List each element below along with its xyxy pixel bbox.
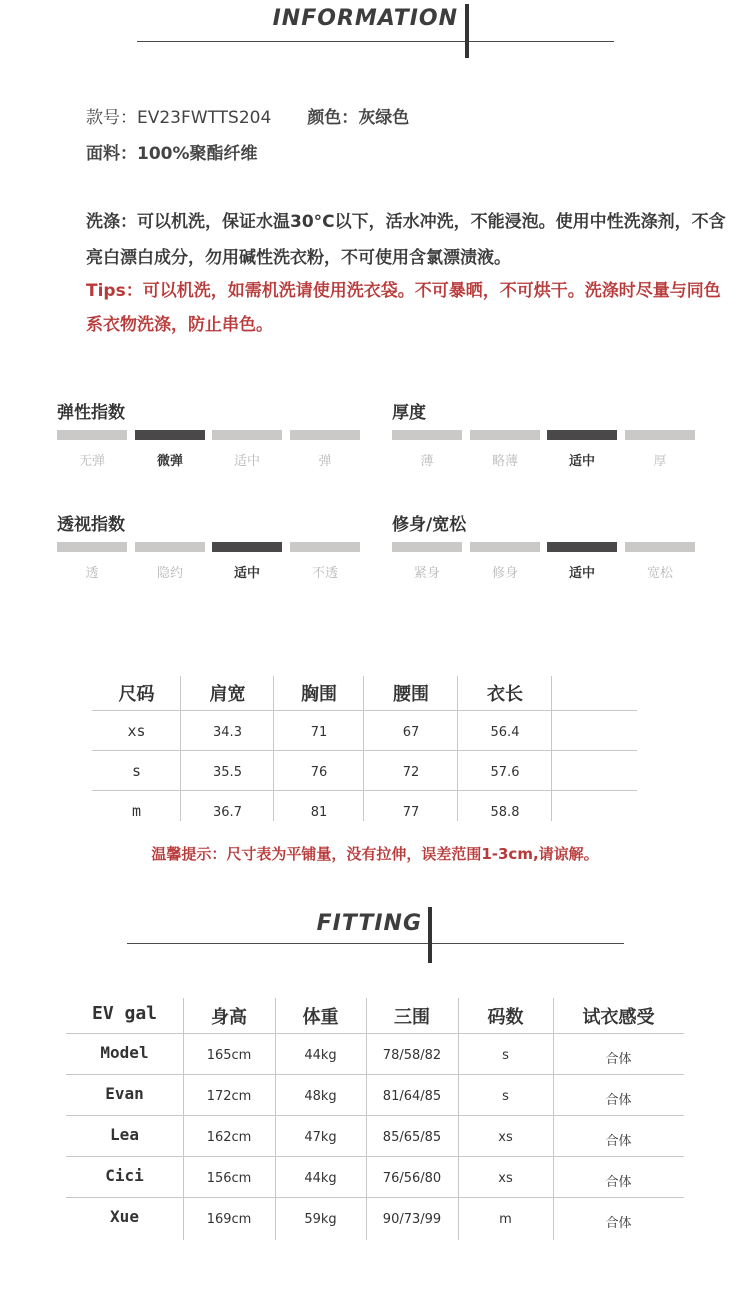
scale-option-label: 隐约 xyxy=(156,566,183,581)
size-table-cell: xs xyxy=(127,722,146,740)
fitting-table-cell: 156cm xyxy=(206,1171,252,1186)
fitting-table-cell: 44kg xyxy=(304,1171,337,1186)
fitting-table-cell: s xyxy=(502,1048,509,1063)
information-title: INFORMATION xyxy=(272,6,458,31)
scale-bars xyxy=(392,430,694,440)
information-header xyxy=(0,0,750,60)
fitting-title: FITTING xyxy=(316,911,422,936)
scale-3 xyxy=(392,510,694,582)
scale-option-label: 略薄 xyxy=(491,454,518,469)
fitting-table-cell: Evan xyxy=(105,1084,144,1103)
size-table-row xyxy=(92,750,637,790)
color-value: 灰绿色 xyxy=(358,108,410,128)
scale-1 xyxy=(392,398,694,470)
size-table-header-cell: 衣长 xyxy=(487,684,523,705)
size-table-row xyxy=(92,710,637,750)
scale-option-label: 适中 xyxy=(568,454,595,469)
size-table-header-cell: 肩宽 xyxy=(209,684,246,705)
size-table-cell: 71 xyxy=(310,725,328,740)
scale-segment xyxy=(625,542,695,552)
scale-option-label: 修身 xyxy=(491,566,518,581)
fitting-table-cell: s xyxy=(502,1089,509,1104)
scale-option-label: 微弹 xyxy=(156,454,183,469)
information-rule xyxy=(137,41,614,42)
scale-segment-selected xyxy=(135,430,205,440)
fitting-table-header-cell: 体重 xyxy=(302,1007,339,1028)
fitting-table-cell: 44kg xyxy=(304,1048,337,1063)
fitting-table-cell: 合体 xyxy=(605,1093,632,1108)
fitting-table-cell: 172cm xyxy=(206,1089,252,1104)
fitting-table-cell: 162cm xyxy=(206,1130,252,1145)
fitting-table-cell: Lea xyxy=(110,1125,139,1144)
scale-option-label: 厚 xyxy=(653,454,667,469)
scale-title: 厚度 xyxy=(392,403,426,423)
size-table-cell: 76 xyxy=(310,765,328,780)
scale-segment xyxy=(290,542,360,552)
fitting-table-row xyxy=(66,1074,684,1115)
fitting-table-cell: m xyxy=(499,1212,512,1227)
size-table-row xyxy=(92,790,637,830)
scale-segment xyxy=(625,430,695,440)
scale-segment xyxy=(470,542,540,552)
fitting-table-header-cell: 身高 xyxy=(211,1007,247,1028)
color-label: 颜色： xyxy=(307,108,359,128)
scale-option-label: 紧身 xyxy=(413,566,440,581)
scale-segment xyxy=(57,430,127,440)
scale-option-label: 透 xyxy=(85,566,99,581)
scale-bars xyxy=(57,430,359,440)
material-label: 面料： xyxy=(86,144,137,164)
scale-segment xyxy=(470,430,540,440)
scale-option-label: 宽松 xyxy=(646,566,673,581)
size-table xyxy=(92,676,637,821)
scale-title: 弹性指数 xyxy=(57,403,125,423)
fitting-table-row xyxy=(66,1033,684,1074)
fitting-table-row xyxy=(66,1197,684,1238)
fitting-table-header-cell: 码数 xyxy=(487,1007,524,1028)
scale-segment xyxy=(290,430,360,440)
style-label: 款号： xyxy=(86,108,137,128)
fitting-table-cell: 90/73/99 xyxy=(382,1212,442,1227)
size-table-cell: 57.6 xyxy=(490,765,520,780)
scale-segment-selected xyxy=(547,430,617,440)
scale-option-label: 适中 xyxy=(233,454,260,469)
scale-option-label: 薄 xyxy=(420,454,434,469)
scale-bars xyxy=(57,542,359,552)
size-table-cell: 72 xyxy=(402,765,420,780)
fitting-table-header-cell: 试衣感受 xyxy=(582,1007,655,1028)
scale-bars xyxy=(392,542,694,552)
scale-title: 透视指数 xyxy=(57,515,125,535)
fitting-table-row xyxy=(66,1115,684,1156)
scale-title: 修身/宽松 xyxy=(392,515,467,535)
scale-option-label: 无弹 xyxy=(78,454,105,469)
product-style-color-row xyxy=(86,100,409,136)
fitting-table-cell: 合体 xyxy=(605,1175,632,1190)
information-bar xyxy=(465,4,469,58)
scale-option-label: 适中 xyxy=(568,566,595,581)
size-table-header-cell: 尺码 xyxy=(118,684,155,705)
size-table-cell: 81 xyxy=(310,805,328,820)
size-table-header-cell: 腰围 xyxy=(393,684,429,705)
fitting-table-cell: 47kg xyxy=(304,1130,337,1145)
fitting-table-cell: 合体 xyxy=(605,1216,632,1231)
fitting-table-cell: 169cm xyxy=(206,1212,252,1227)
fitting-table-cell: Cici xyxy=(105,1166,144,1185)
scale-segment xyxy=(392,542,462,552)
scale-2 xyxy=(57,510,359,582)
fitting-table-cell: 85/65/85 xyxy=(382,1130,442,1145)
washing-instructions: 洗涤：可以机洗，保证水温30°C以下，活水冲洗，不能浸泡。使用中性洗涤剂，不含亮白漂白成分，勿用碱性洗衣粉，不可使用含氯漂渍液。 xyxy=(86,212,726,268)
fitting-table-cell: 48kg xyxy=(304,1089,337,1104)
size-table-header-cell: 胸围 xyxy=(301,684,337,705)
fitting-table-cell: 合体 xyxy=(605,1052,632,1067)
material-value: 100%聚酯纤维 xyxy=(137,144,258,164)
fitting-table-cell: 合体 xyxy=(605,1134,632,1149)
size-table-cell: 56.4 xyxy=(490,725,520,740)
fitting-table-row xyxy=(66,1156,684,1197)
scale-segment xyxy=(135,542,205,552)
fitting-rule xyxy=(127,943,624,944)
fitting-table-cell: 165cm xyxy=(206,1048,252,1063)
product-material-row xyxy=(86,136,258,172)
size-table-cell: 36.7 xyxy=(213,805,242,820)
product-info xyxy=(86,100,726,172)
fitting-table-header-cell: 三围 xyxy=(394,1007,430,1028)
fitting-table-cell: Model xyxy=(100,1043,149,1062)
size-note: 温馨提示：尺寸表为平铺量，没有拉伸，误差范围1-3cm,请谅解。 xyxy=(151,845,599,863)
fitting-table-cell: 59kg xyxy=(304,1212,337,1227)
size-table-cell: s xyxy=(131,762,142,780)
scale-segment xyxy=(212,430,282,440)
fitting-table-cell: Xue xyxy=(110,1207,139,1226)
size-table-cell: 34.3 xyxy=(213,725,242,740)
fitting-table xyxy=(66,998,684,1240)
style-number: EV23FWTTS204 xyxy=(137,108,272,128)
care-tips: Tips：可以机洗，如需机洗请使用洗衣袋。不可暴晒，不可烘干。洗涤时尽量与同色系衣物洗涤，防止串色。 xyxy=(86,281,721,335)
fitting-header xyxy=(0,905,750,965)
size-table-cell: 35.5 xyxy=(213,765,242,780)
fitting-table-cell: 76/56/80 xyxy=(382,1171,442,1186)
fitting-bar xyxy=(428,907,432,963)
fitting-table-cell: xs xyxy=(498,1130,513,1145)
fitting-table-cell: 81/64/85 xyxy=(382,1089,442,1104)
fitting-table-cell: xs xyxy=(498,1171,513,1186)
fitting-table-header-cell: EV gal xyxy=(91,1003,158,1024)
size-table-cell: 67 xyxy=(402,725,420,740)
scale-segment-selected xyxy=(212,542,282,552)
scale-0 xyxy=(57,398,359,470)
size-table-cell: m xyxy=(131,802,142,820)
size-table-cell: 77 xyxy=(402,805,420,820)
scale-segment xyxy=(57,542,127,552)
scale-segment-selected xyxy=(547,542,617,552)
size-table-cell: 58.8 xyxy=(490,805,520,820)
scale-option-label: 不透 xyxy=(311,566,338,581)
scale-segment xyxy=(392,430,462,440)
fitting-table-cell: 78/58/82 xyxy=(382,1048,442,1063)
scale-option-label: 适中 xyxy=(233,566,260,581)
scale-option-label: 弹 xyxy=(318,454,332,469)
